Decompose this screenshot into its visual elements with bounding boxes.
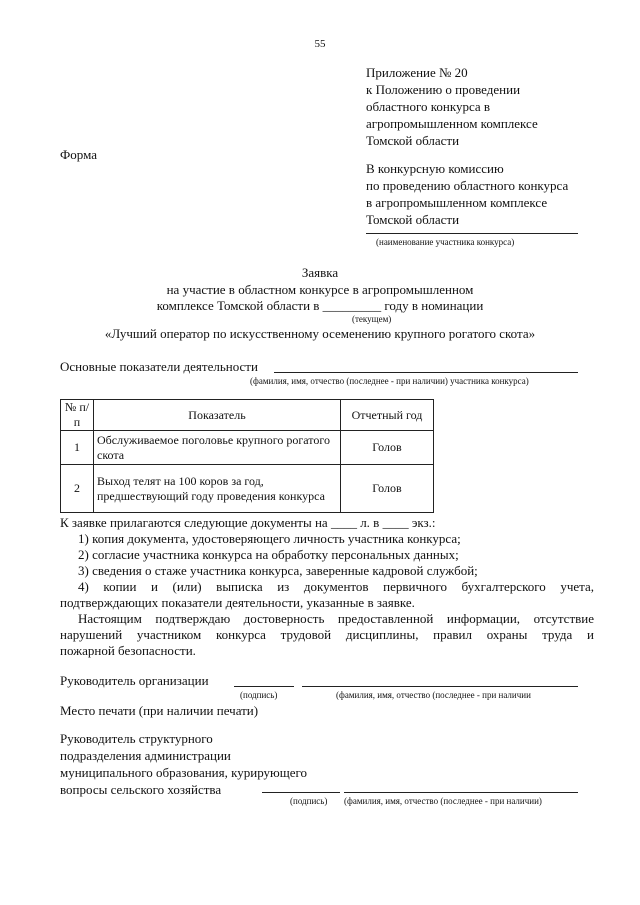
municipal-label-line: вопросы сельского хозяйства [60,782,222,797]
confirmation-rest [60,627,594,659]
document-item-4-continuation [60,595,415,611]
municipal-fio-underline [344,792,578,793]
row-value: Голов [341,431,434,465]
document-item: 4) копии и (или) выписка из документов первичного бухгалтерского учета, [78,579,594,594]
table-row [61,431,434,465]
document-item: 3) сведения о стаже участника конкурса, заверенные кадровой службой; [78,563,478,578]
row-num: 1 [61,431,94,465]
nomination-title: «Лучший оператор по искусственному осеменению крупного рогатого скота» [104,326,536,341]
document-item-4 [78,579,594,595]
municipal-label-line: подразделения администрации [60,748,231,763]
header-indicator: Показатель [94,400,341,431]
addressee-line: В конкурсную комиссию [366,161,504,176]
addressee-line: Томской области [366,212,460,227]
documents-intro: К заявке прилагаются следующие документы на ____ л. в ____ экз.: [60,515,436,530]
form-label: Форма [60,147,97,162]
addressee-caption: (наименование участника конкурса) [376,237,515,247]
appendix-line: агропромышленном комплексе [366,116,538,131]
table-row [61,465,434,513]
municipal-fio-caption: (фамилия, имя, отчество (последнее - при наличии) [344,796,542,806]
signature-caption: (подпись) [240,690,278,700]
row-value: Голов [341,465,434,513]
confirmation-line: пожарной безопасности. [60,643,196,658]
row-indicator: Выход телят на 100 коров за год, предшествующий году проведения конкурса [94,465,341,513]
confirmation-first-line [78,611,594,627]
appendix-line: Приложение № 20 [366,65,468,80]
head-signature-label: Руководитель организации [60,673,209,688]
addressee-block [366,160,568,228]
table-header-row [61,400,434,431]
indicators-table [60,399,434,513]
signature-underline [234,686,294,687]
appendix-line: Томской области [366,133,460,148]
fio-caption: (фамилия, имя, отчество (последнее - при наличии [336,690,531,700]
fio-underline [302,686,578,687]
appendix-line: к Положению о проведении [366,82,521,97]
addressee-underline [366,233,578,234]
participant-caption: (фамилия, имя, отчество (последнее - при наличии) участника конкурса) [250,376,529,386]
header-reporting-year: Отчетный год [341,400,434,431]
confirmation-line: нарушений участником конкурса трудовой дисциплины, правил охраны труда и [60,627,594,642]
documents-list [78,531,478,579]
application-subtitle-line: комплексе Томской области в _________ году в номинации [156,298,484,313]
current-year-caption: (текущем) [352,314,392,324]
municipal-label-line: муниципального образования, курирующего [60,765,308,780]
row-num: 2 [61,465,94,513]
document-item: 2) согласие участника конкурса на обработку персональных данных; [78,547,459,562]
application-title: Заявка [301,265,339,280]
indicators-label: Основные показатели деятельности [60,359,258,374]
seal-place: Место печати (при наличии печати) [60,703,259,718]
documents-block [60,515,436,531]
header-num: № п/п [61,400,94,431]
addressee-line: по проведению областного конкурса [366,178,569,193]
participant-underline [274,372,578,373]
appendix-block [366,64,538,149]
addressee-line: в агропромышленном комплексе [366,195,548,210]
page-number: 55 [314,38,326,50]
municipal-signature-caption: (подпись) [290,796,328,806]
document-item: 1) копия документа, удостоверяющего личность участника конкурса; [78,531,461,546]
row-indicator: Обслуживаемое поголовье крупного рогатого скота [94,431,341,465]
municipal-head-label [60,730,307,798]
application-subtitle-line: на участие в областном конкурсе в агропромышленном [166,282,474,297]
appendix-line: областного конкурса в [366,99,491,114]
municipal-label-line: Руководитель структурного [60,731,213,746]
document-item: подтверждающих показатели деятельности, указанные в заявке. [60,595,415,610]
confirmation-line: Настоящим подтверждаю достоверность предоставленной информации, отсутствие [78,611,594,626]
municipal-signature-underline [262,792,340,793]
